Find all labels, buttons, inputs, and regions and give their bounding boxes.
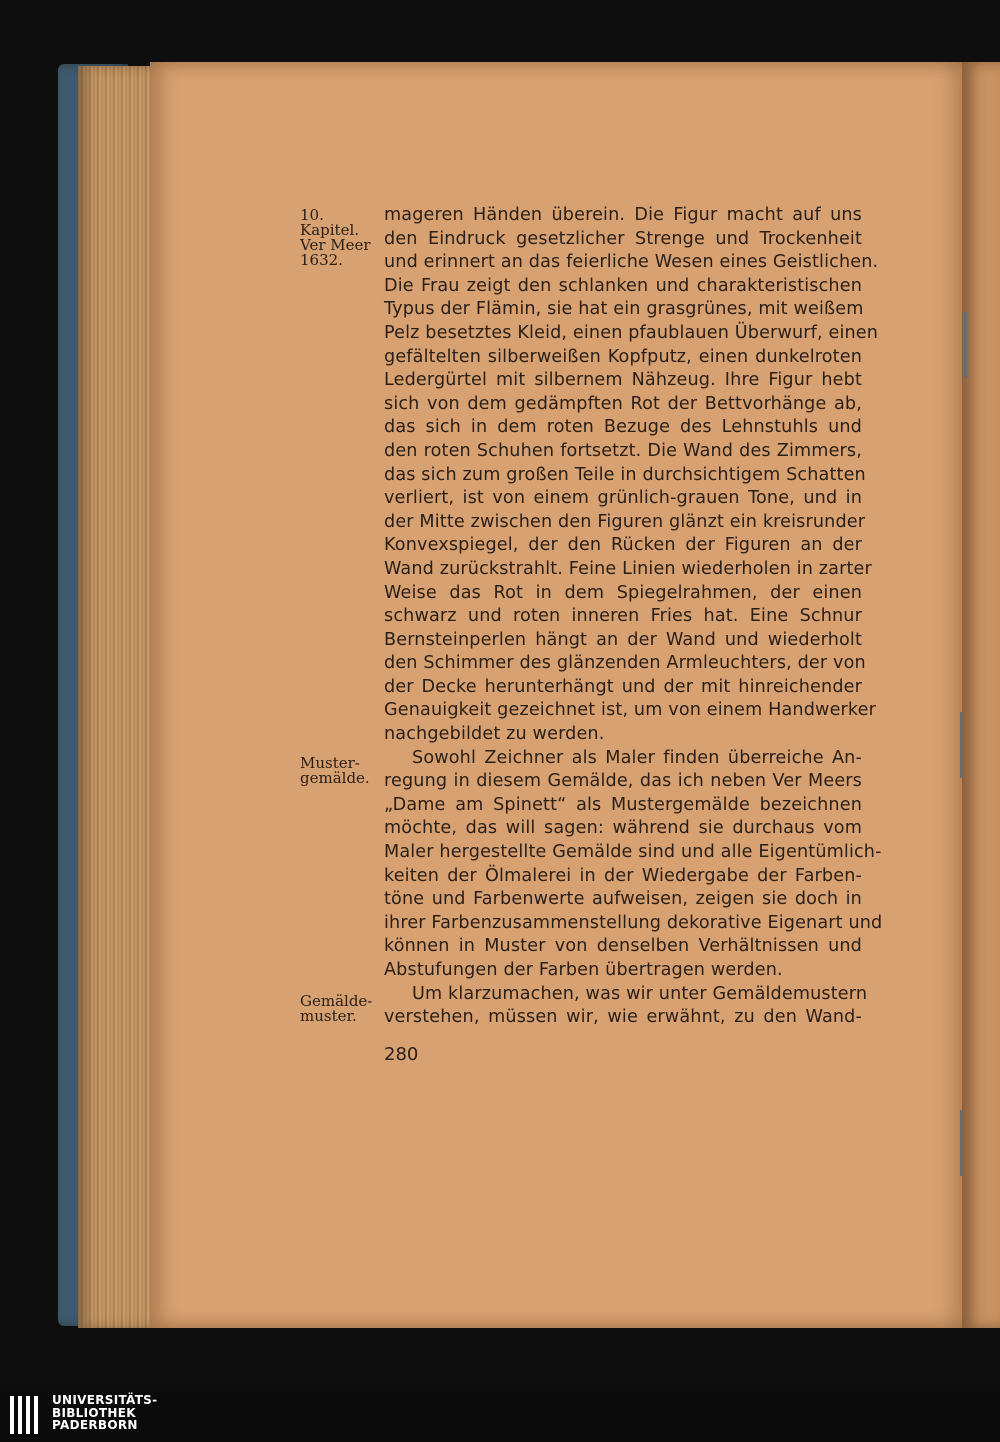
text-line: „Dame am Spinett“ als Mustergemälde bezeichnen [384,794,862,815]
text-line: Wand zurückstrahlt. Feine Linien wiederholen in zarter [384,558,872,579]
text-line: Weise das Rot in dem Spiegelrahmen, der einen [384,582,862,603]
text-line: schwarz und roten inneren Fries hat. Eine Schnur [384,606,862,627]
text-line: den roten Schuhen fortsetzt. Die Wand des Zimmers, [384,440,862,461]
text-line: Maler hergestellte Gemälde sind und alle Eigentümlich- [384,842,882,863]
text-line: nachgebildet zu werden. [384,724,605,745]
text-line: Abstufungen der Farben übertragen werden. [384,960,783,980]
text-line: regung in diesem Gemälde, das ich neben Ver Meers [384,771,862,792]
binding-stitch [960,1110,963,1176]
page-edges [78,66,160,1328]
text-line: der Decke herunterhängt und der mit hinreichender [384,676,862,697]
margin-note-mustergemaelde: Muster- gemälde. [300,754,370,787]
text-line: ihrer Farbenzusammenstellung dekorative Eigenart und [384,912,883,933]
text-line: den Eindruck gesetzlicher Strenge und Trockenheit [384,228,862,249]
body-text [384,204,883,1030]
binding-stitch [964,312,967,378]
text-line: Genauigkeit gezeichnet ist, um von einem Handwerker [384,700,876,721]
text-line: können in Muster von denselben Verhältnissen und [384,936,862,957]
library-logo-line: PADERBORN [52,1418,138,1432]
text-line: mageren Händen überein. Die Figur macht auf uns [384,205,862,225]
text-line: Sowohl Zeichner als Maler finden überreiche An- [412,747,862,768]
facing-page-edge [962,62,1000,1328]
library-logo-line: UNIVERSITÄTS- [52,1393,158,1407]
text-line: der Mitte zwischen den Figuren glänzt ein kreisrunder [384,511,866,532]
text-line: möchte, das will sagen: während sie durchaus vom [384,818,862,839]
text-line: Typus der Flämin, sie hat ein grasgrünes, mit weißem [384,299,864,320]
page-number: 280 [384,1044,419,1065]
binding-stitch [960,712,963,778]
text-line: verstehen, müssen wir, wie erwähnt, zu den Wand- [384,1007,862,1028]
text-line: Bernsteinperlen hängt an der Wand und wiederholt [384,629,862,650]
text-line: gefältelten silberweißen Kopfputz, einen dunkelroten [384,346,862,367]
text-line: das sich in dem roten Bezuge des Lehnstuhls und [384,417,862,438]
text-line: sich von dem gedämpften Rot der Bettvorhänge ab, [384,393,862,414]
text-line: Ledergürtel mit silbernem Nähzeug. Ihre Figur hebt [384,370,862,391]
text-line: verliert, ist von einem grünlich-grauen Tone, und in [384,488,862,509]
library-logo-text [52,1394,157,1432]
text-line: Pelz besetztes Kleid, einen pfaublauen Überwurf, einen [384,322,879,343]
text-line: Um klarzumachen, was wir unter Gemäldemustern [412,983,868,1004]
margin-note-gemaeldemuster: Gemälde- muster. [300,992,373,1025]
library-logo-icon [8,1392,44,1438]
text-line: und erinnert an das feierliche Wesen eines Geistlichen. [384,252,879,273]
text-line: das sich zum großen Teile in durchsichtigem Schatten [384,464,866,485]
text-line: Konvexspiegel, der den Rücken der Figuren an der [384,535,862,556]
text-line: töne und Farbenwerte aufweisen, zeigen sie doch in [384,889,862,910]
margin-note-chapter: 10. Kapitel. Ver Meer 1632. [300,206,371,269]
library-logo-line: BIBLIOTHEK [52,1405,136,1420]
text-line: keiten der Ölmalerei in der Wiedergabe der Farben- [384,865,862,886]
text-line: Die Frau zeigt den schlanken und charakteristischen [384,275,862,296]
text-line: den Schimmer des glänzenden Armleuchters, der von [384,653,866,674]
